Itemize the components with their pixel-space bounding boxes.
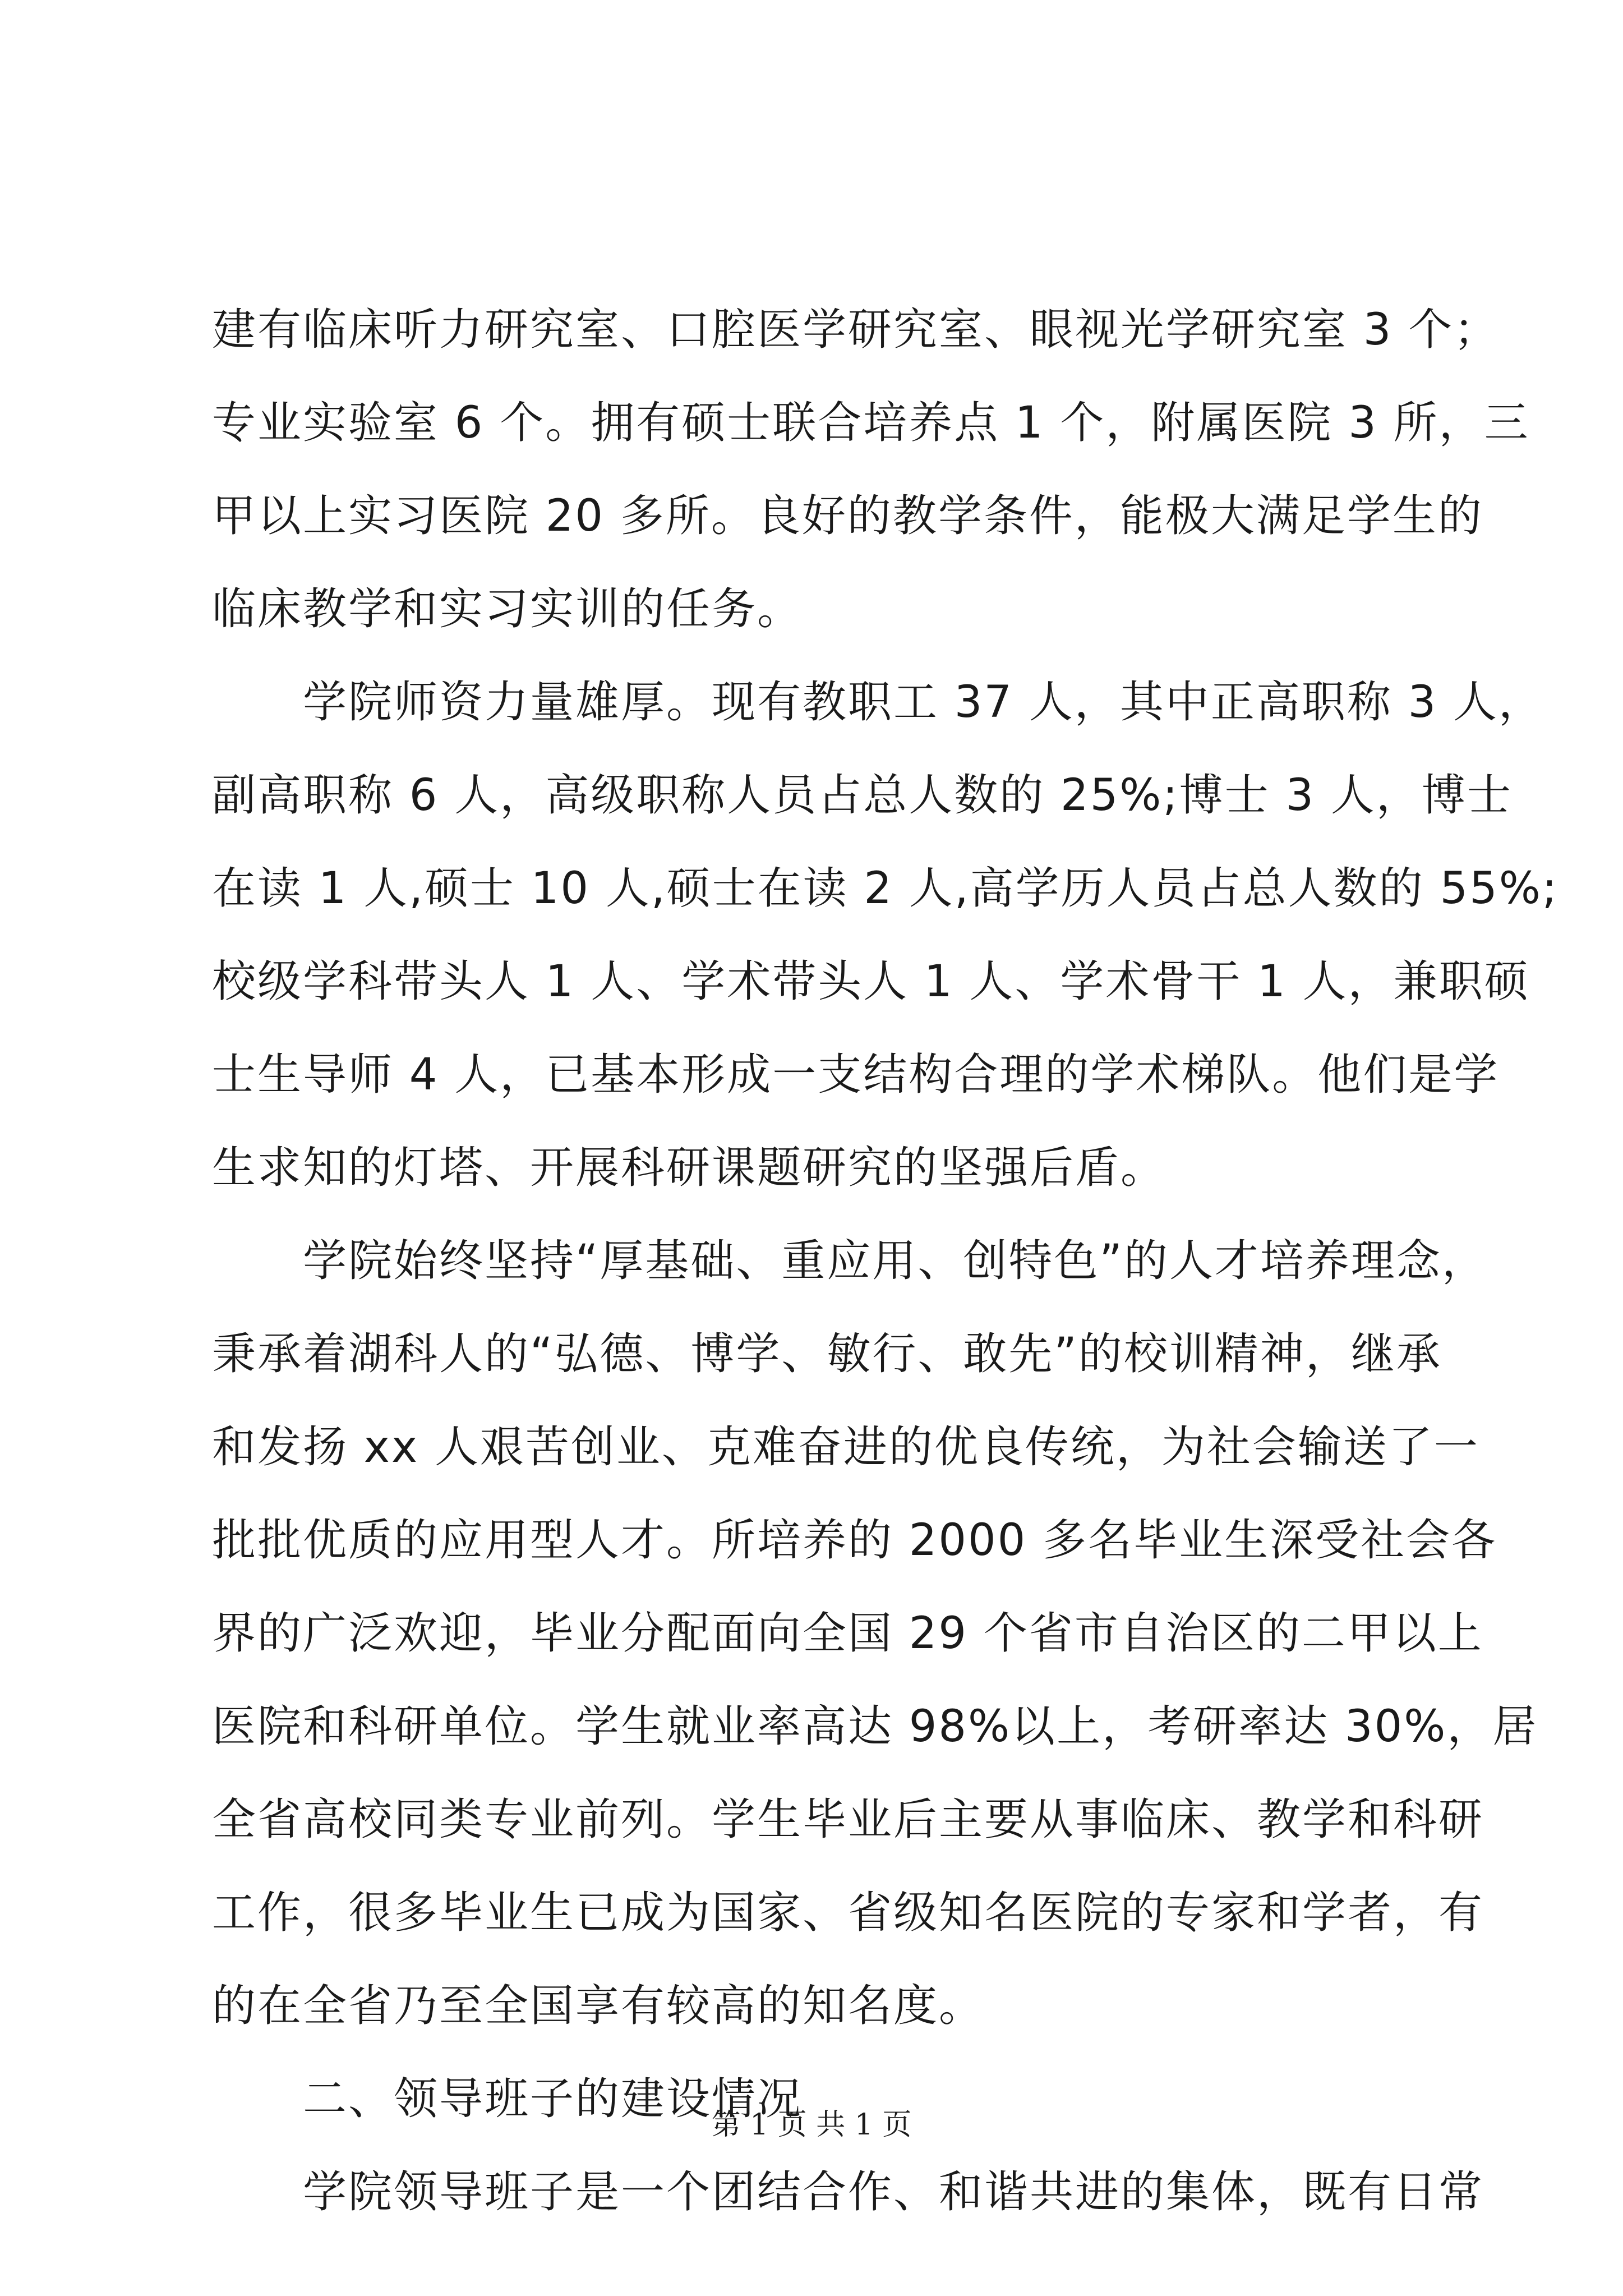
text-line-9: 士生导师 4 人，已基本形成一支结构合理的学术梯队。他们是学 <box>212 1050 1500 1100</box>
text-line-4: 临床教学和实习实训的任务。 <box>212 584 803 634</box>
text-line-17: 全省高校同类专业前列。学生毕业后主要从事临床、教学和科研 <box>212 1795 1484 1845</box>
text-line-18: 工作，很多毕业生已成为国家、省级知名医院的专家和学者，有 <box>212 1888 1484 1938</box>
text-line-3: 甲以上实习医院 20 多所。良好的教学条件，能极大满足学生的 <box>212 491 1483 541</box>
text-line-16: 医院和科研单位。学生就业率高达 98%以上，考研率达 30%，居 <box>212 1701 1538 1752</box>
text-line-14: 批批优质的应用型人才。所培养的 2000 多名毕业生深受社会各 <box>212 1515 1497 1566</box>
text-line-1: 建有临床听力研究室、口腔医学研究室、眼视光学研究室 3 个； <box>212 305 1500 355</box>
text-line-2: 专业实验室 6 个。拥有硕士联合培养点 1 个，附属医院 3 所，三 <box>212 398 1530 448</box>
text-line-7: 在读 1 人,硕士 10 人,硕士在读 2 人,高学历人员占总人数的 55%; <box>212 863 1559 914</box>
text-line-5: 学院师资力量雄厚。现有教职工 37 人，其中正高职称 3 人， <box>212 677 1544 728</box>
text-line-11: 学院始终坚持“厚基础、重应用、创特色”的人才培养理念， <box>212 1236 1487 1286</box>
section-heading: 二、领导班子的建设情况 <box>212 2074 803 2124</box>
text-line-8: 校级学科带头人 1 人、学术带头人 1 人、学术骨干 1 人，兼职硕 <box>212 956 1530 1007</box>
text-line-15: 界的广泛欢迎，毕业分配面向全国 29 个省市自治区的二甲以上 <box>212 1608 1483 1659</box>
text-line-13: 和发扬 xx 人艰苦创业、克难奋进的优良传统，为社会输送了一 <box>212 1422 1479 1473</box>
text-line-10: 生求知的灯塔、开展科研课题研究的坚强后盾。 <box>212 1143 1166 1193</box>
page-footer: 第 1 页 共 1 页 <box>711 2108 912 2142</box>
text-line-21: 学院领导班子是一个团结合作、和谐共进的集体，既有日常 <box>212 2167 1484 2217</box>
body-text <box>212 283 1559 2239</box>
text-line-6: 副高职称 6 人，高级职称人员占总人数的 25%;博士 3 人，博士 <box>212 770 1513 821</box>
text-line-12: 秉承着湖科人的“弘德、博学、敏行、敢先”的校训精神，继承 <box>212 1329 1442 1379</box>
text-line-19: 的在全省乃至全国享有较高的知名度。 <box>212 1981 985 2031</box>
